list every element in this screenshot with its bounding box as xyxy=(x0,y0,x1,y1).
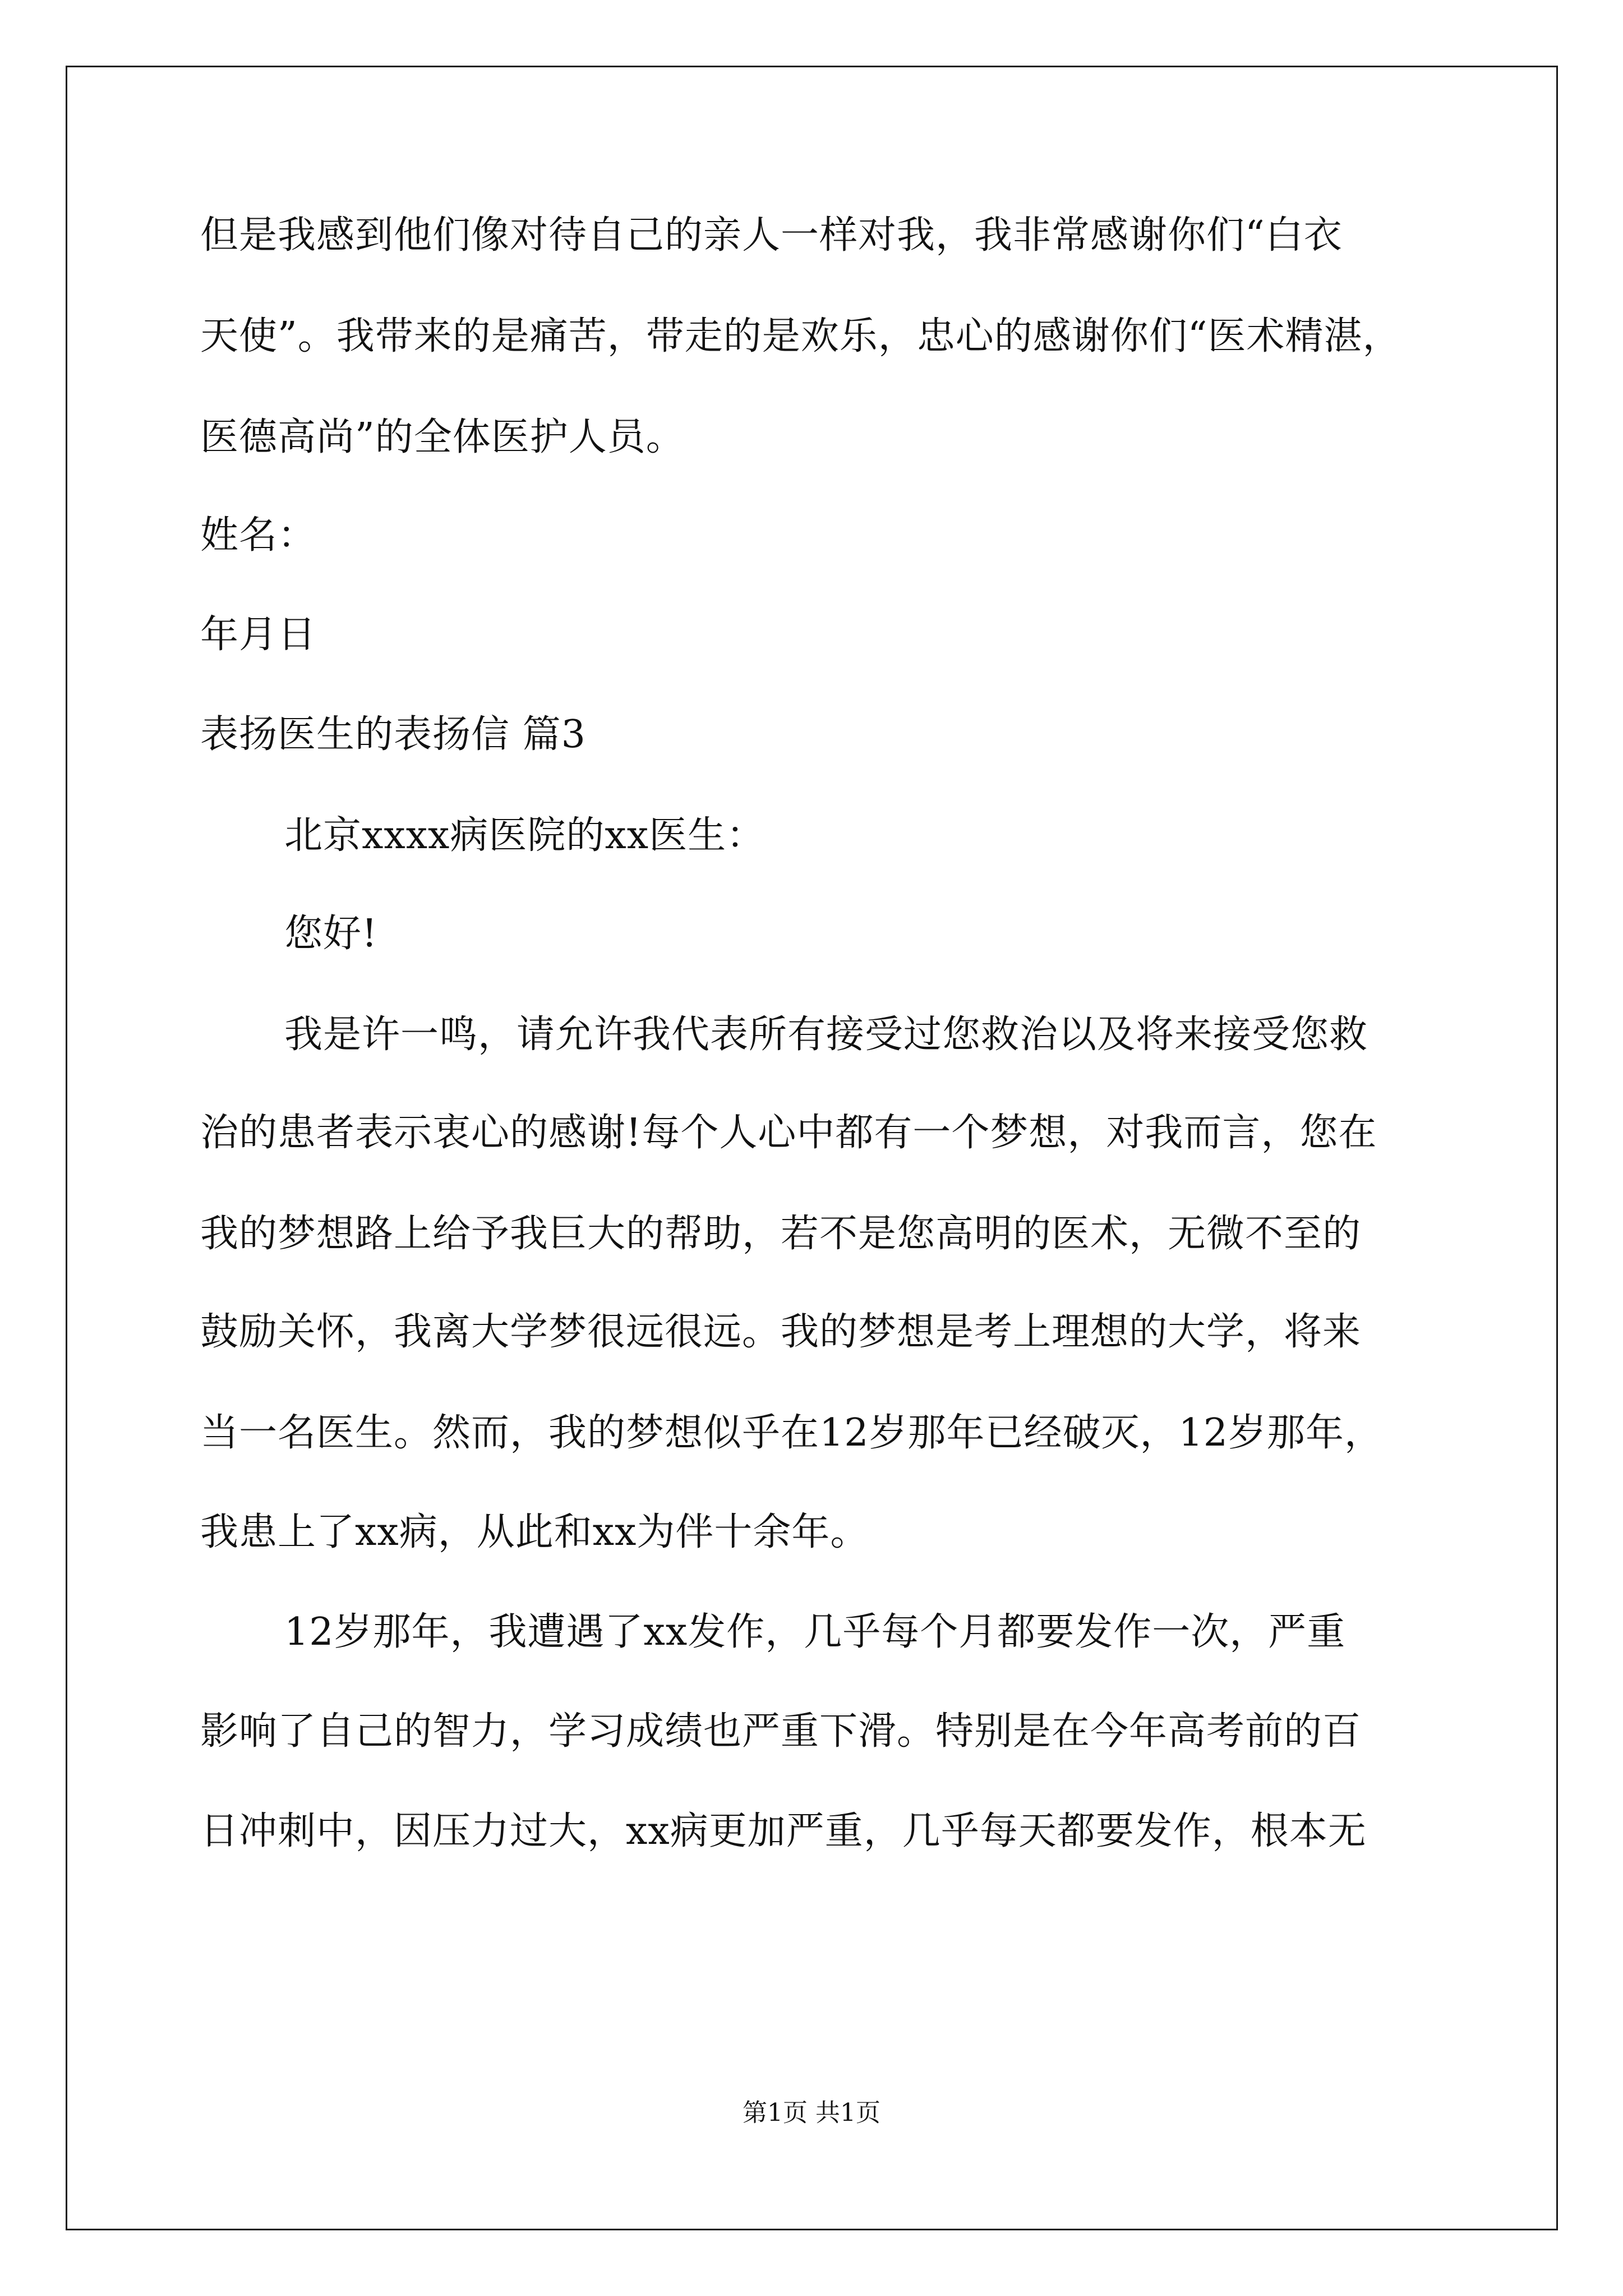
paragraph-line: 12岁那年，我遭遇了xx发作，几乎每个月都要发作一次，严重 xyxy=(284,1610,1346,1654)
paragraph-line: 鼓励关怀，我离大学梦很远很远。我的梦想是考上理想的大学，将来 xyxy=(200,1310,1362,1354)
section-title: 表扬医生的表扬信 篇3 xyxy=(200,712,586,757)
paragraph-line: 日冲刺中，因压力过大，xx病更加严重，几乎每天都要发作，根本无 xyxy=(200,1809,1367,1853)
paragraph-line: 我是许一鸣，请允许我代表所有接受过您救治以及将来接受您救 xyxy=(284,1013,1368,1057)
paragraph-line: 但是我感到他们像对待自己的亲人一样对我，我非常感谢你们“白衣 xyxy=(200,213,1343,257)
date-label: 年月日 xyxy=(200,613,317,657)
page-footer: 第1页 共1页 xyxy=(743,2099,880,2127)
salutation: 北京xxxx病医院的xx医生： xyxy=(284,813,766,858)
paragraph-line: 治的患者表示衷心的感谢!每个人心中都有一个梦想，对我而言，您在 xyxy=(200,1111,1377,1155)
name-label: 姓名： xyxy=(200,513,317,558)
paragraph-line: 我患上了xx病，从此和xx为伴十余年。 xyxy=(200,1510,869,1554)
greeting: 您好! xyxy=(284,912,378,956)
paragraph-line: 天使”。我带来的是痛苦，带走的是欢乐，忠心的感谢你们“医术精湛， xyxy=(200,314,1401,358)
paragraph-line: 我的梦想路上给予我巨大的帮助，若不是您高明的医术，无微不至的 xyxy=(200,1212,1362,1256)
paragraph-line: 当一名医生。然而，我的梦想似乎在12岁那年已经破灭，12岁那年， xyxy=(200,1411,1384,1455)
paragraph-line: 影响了自己的智力，学习成绩也严重下滑。特别是在今年高考前的百 xyxy=(200,1709,1362,1754)
paragraph-line: 医德高尚”的全体医护人员。 xyxy=(200,415,685,459)
